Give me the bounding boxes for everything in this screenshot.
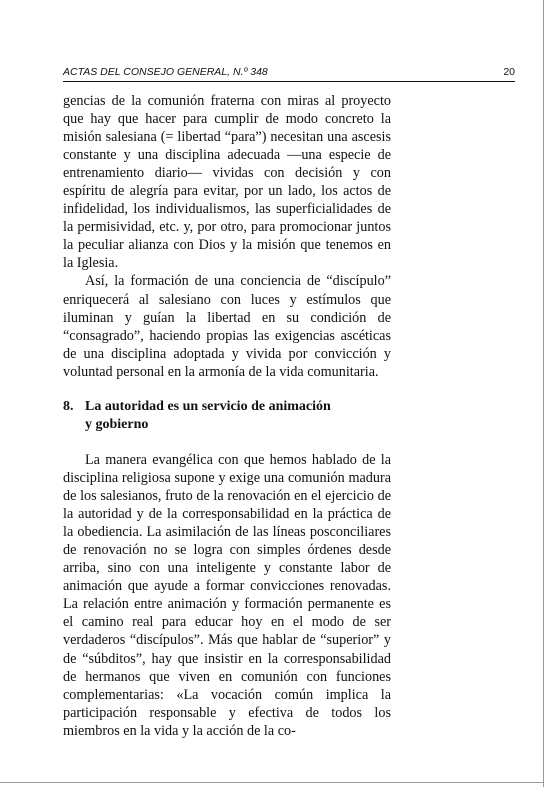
body-text-bottom (63, 451, 391, 740)
paragraph: Así, la formación de una conciencia de “discípulo” enriquecerá al salesiano con luces y estímulos que iluminan y guían la libertad en su condición de “consagrado”, haciendo propias las exigencias ascéticas de una disciplina adoptada y vivida por convicción y voluntad personal en la armonía de la vida comunitaria. (63, 273, 391, 380)
paragraph: La manera evangélica con que hemos hablado de la disciplina religiosa supone y exige una comunión madura de los salesianos, fruto de la renovación en el ejercicio de la autoridad y de la corresponsabilidad en la práctica de la obediencia. La asimilación de las líneas posconciliares de renovación no se logra con simples órdenes desde arriba, sino con una inteligente y constante labor de animación que ayude a formar convicciones renovadas. La relación entre animación y formación permanente es el camino real para educar hoy en el modo de ser verdaderos “discípulos”. Más que hablar de “superior” y de “súbditos”, hay que insistir en la corresponsabilidad de hermanos que viven en comunión con funciones complementarias: «La vocación común implica la participación responsable y efectiva de todos los miembros en la vida y la acción de la co- (63, 452, 391, 739)
page-edge-right (543, 0, 544, 787)
section-title-line2: y gobierno (85, 417, 149, 432)
section-title-line1: La autoridad es un servicio de animación (85, 399, 331, 414)
page-edge-bottom (0, 782, 544, 783)
body-text-top (63, 92, 391, 381)
header-rule (63, 81, 515, 82)
paragraph: gencias de la comunión fraterna con miras al proyecto que hay que hacer para cumplir de modo concreto la misión salesiana (= libertad “para”) necesitan una ascesis constante y una disciplina adecuada —una especie de entrenamiento diario— vividas con decisión y con espíritu de alegría para evitar, por un lado, los actos de infidelidad, los individualismos, las superficialidades de la permisividad, etc. y, por otro, para promocionar juntos la peculiar alianza con Dios y la misión que tenemos en la Iglesia. (63, 93, 391, 272)
running-title: ACTAS DEL CONSEJO GENERAL, N.º 348 (63, 66, 268, 78)
section-heading (63, 398, 391, 434)
running-header (63, 66, 515, 82)
page-number: 20 (503, 66, 515, 78)
section-number: 8. (63, 399, 74, 414)
